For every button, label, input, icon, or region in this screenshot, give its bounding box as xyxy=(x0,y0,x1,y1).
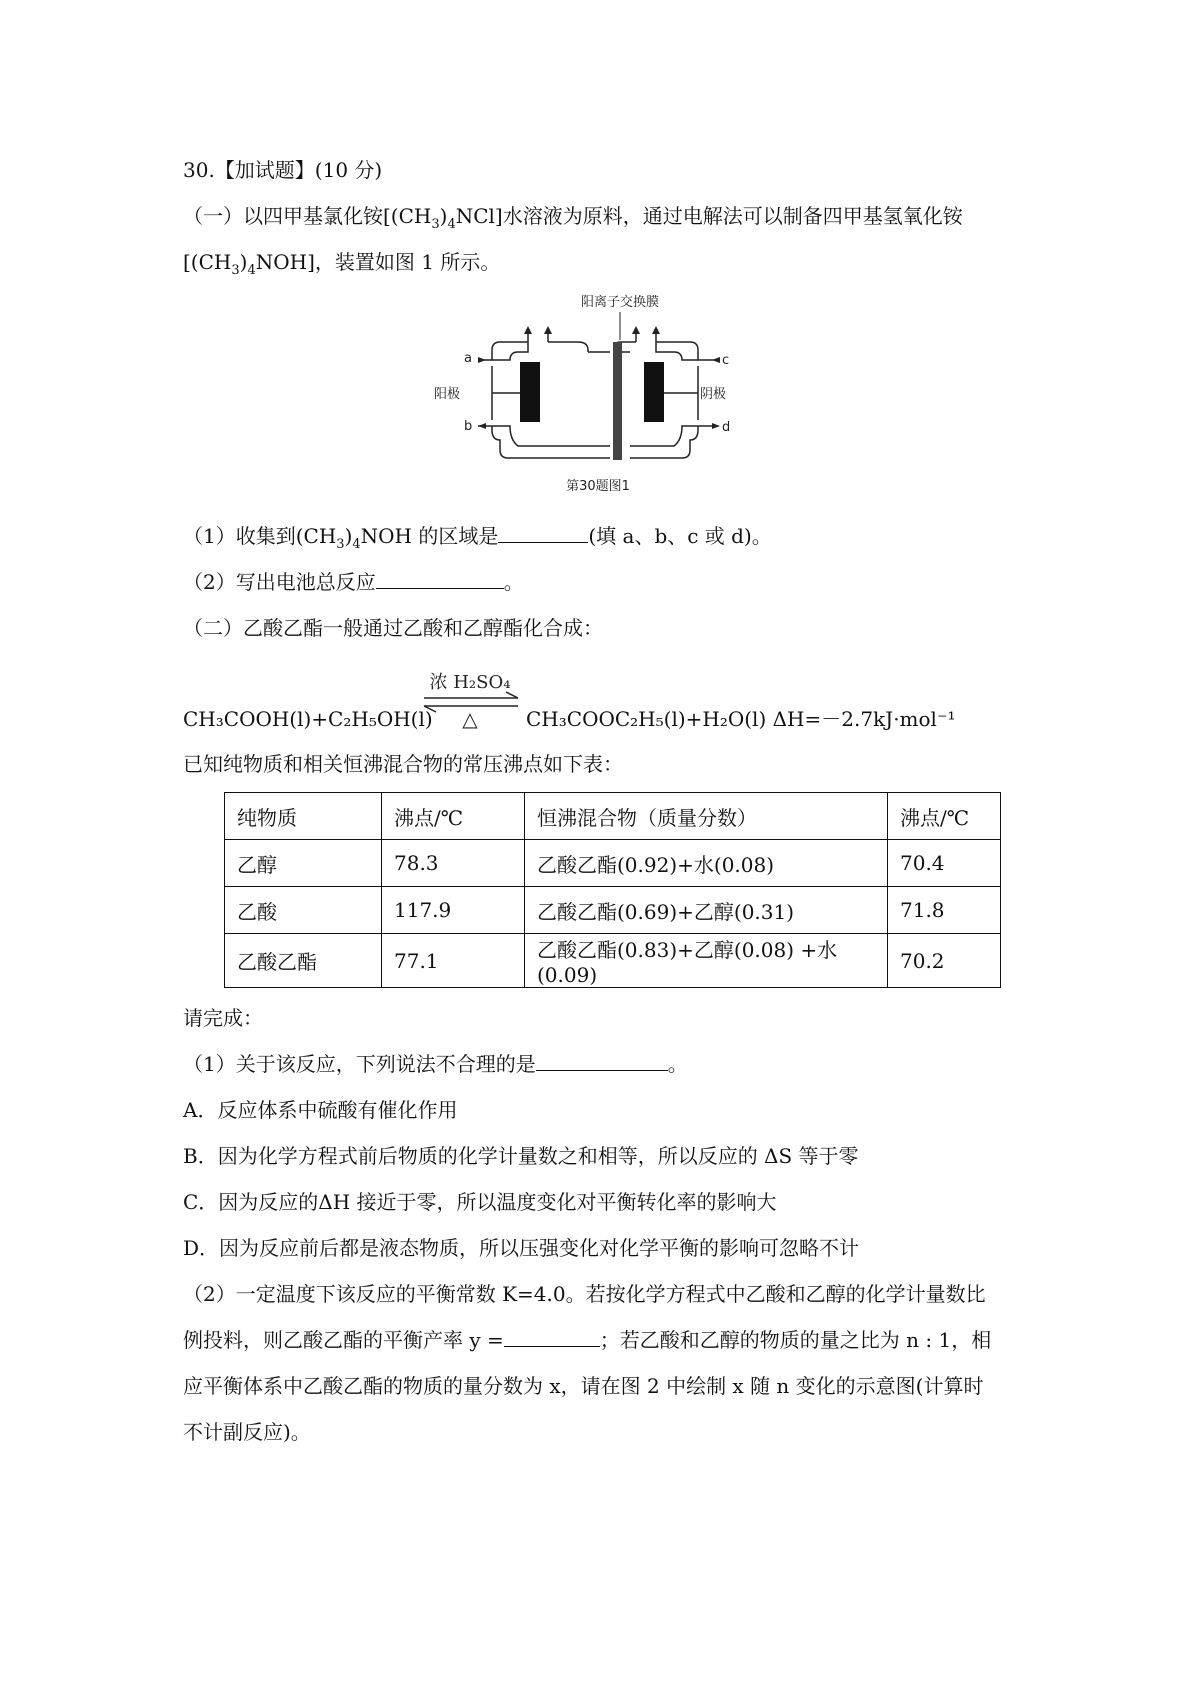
question-r2-line1: （2）一定温度下该反应的平衡常数 K=4.0。若按化学方程式中乙酸和乙醇的化学计量数比 xyxy=(183,1282,986,1306)
answer-blank[interactable] xyxy=(498,522,588,543)
port-b-label: b xyxy=(464,419,473,434)
table-cell: 70.4 xyxy=(888,840,1001,887)
table-cell: 乙酸乙酯 xyxy=(225,934,382,988)
option-d: D．因为反应前后都是液态物质，所以压强变化对化学平衡的影响可忽略不计 xyxy=(183,1236,860,1260)
anode-electrode xyxy=(520,362,540,422)
question-r2-line3: 应平衡体系中乙酸乙酯的物质的量分数为 x，请在图 2 中绘制 x 随 n 变化的示意图(计算时 xyxy=(183,1374,984,1398)
table-cell: 乙酸乙酯(0.92)+水(0.08) xyxy=(525,840,888,887)
equation-right: CH₃COOC₂H₅(l)+H₂O(l) ΔH=－2.7kJ·mol⁻¹ xyxy=(526,707,956,731)
table-cell: 117.9 xyxy=(382,887,525,934)
membrane-label: 阳离子交换膜 xyxy=(580,295,660,310)
option-b: B．因为化学方程式前后物质的化学计量数之和相等，所以反应的 ΔS 等于零 xyxy=(183,1144,859,1168)
table-header: 恒沸混合物（质量分数） xyxy=(525,793,888,840)
question-2: （2）写出电池总反应 。 xyxy=(183,570,524,594)
table-cell: 71.8 xyxy=(888,887,1001,934)
cathode-label: 阴极 xyxy=(700,387,727,402)
question-title: 30.【加试题】(10 分) xyxy=(183,158,383,182)
table-header: 沸点/℃ xyxy=(382,793,525,840)
table-cell: 乙酸乙酯(0.83)+乙醇(0.08) +水(0.09) xyxy=(525,934,888,988)
table-row xyxy=(225,840,1001,887)
table-cell: 乙酸乙酯(0.69)+乙醇(0.31) xyxy=(525,887,888,934)
table-cell: 77.1 xyxy=(382,934,525,988)
figure1-caption: 第30题图1 xyxy=(566,479,630,494)
part2-intro: （二）乙酸乙酯一般通过乙酸和乙醇酯化合成： xyxy=(183,616,603,640)
anode-label: 阳极 xyxy=(434,387,461,402)
cathode-electrode xyxy=(644,362,664,422)
equation-left: CH₃COOH(l)+C₂H₅OH(l) xyxy=(183,707,433,731)
part1-intro-line2: $[(CH_3)_4NOH]$，装置如图 1 所示。 xyxy=(183,250,501,278)
question-r1: （1）关于该反应，下列说法不合理的是 。 xyxy=(183,1052,688,1076)
boiling-point-table xyxy=(224,792,1001,988)
table-row xyxy=(225,887,1001,934)
port-a-label: a xyxy=(464,351,472,366)
catalyst-label: 浓 H₂SO₄ xyxy=(429,672,511,693)
table-cell: 乙酸 xyxy=(225,887,382,934)
question-r2-line2: 例投料，则乙酸乙酯的平衡产率 y = ；若乙酸和乙醇的物质的量之比为 n : 1，相 xyxy=(183,1328,992,1352)
table-header: 纯物质 xyxy=(225,793,382,840)
question-r2-line4: 不计副反应)。 xyxy=(183,1420,311,1444)
option-c: C．因为反应的ΔH 接近于零，所以温度变化对平衡转化率的影响大 xyxy=(183,1190,777,1214)
table-cell: 78.3 xyxy=(382,840,525,887)
table-header: 沸点/℃ xyxy=(888,793,1001,840)
table-cell: 乙醇 xyxy=(225,840,382,887)
part1-intro-line1: （一）以四甲基氯化铵$[(CH_3)_4NCl]$水溶液为原料，通过电解法可以制备四甲基氢氧化铵 xyxy=(183,204,963,232)
electrolysis-cell-figure xyxy=(434,290,731,500)
table-cell: 70.2 xyxy=(888,934,1001,988)
please-complete: 请完成： xyxy=(183,1006,263,1030)
option-a: A．反应体系中硫酸有催化作用 xyxy=(183,1098,458,1122)
port-d-label: d xyxy=(722,420,731,435)
cation-exchange-membrane xyxy=(613,342,622,460)
answer-blank[interactable] xyxy=(536,1050,668,1071)
question-1: （1）收集到$(CH_3)_4NOH$ 的区域是 (填 a、b、c 或 d)。 xyxy=(183,524,772,552)
table-header-row xyxy=(225,793,1001,840)
port-c-label: c xyxy=(722,353,730,368)
reaction-condition xyxy=(418,666,528,731)
answer-blank[interactable] xyxy=(376,568,504,589)
answer-blank[interactable] xyxy=(504,1326,600,1347)
table-intro: 已知纯物质和相关恒沸混合物的常压沸点如下表： xyxy=(183,752,623,776)
heat-symbol: △ xyxy=(462,707,478,731)
table-row xyxy=(225,934,1001,988)
